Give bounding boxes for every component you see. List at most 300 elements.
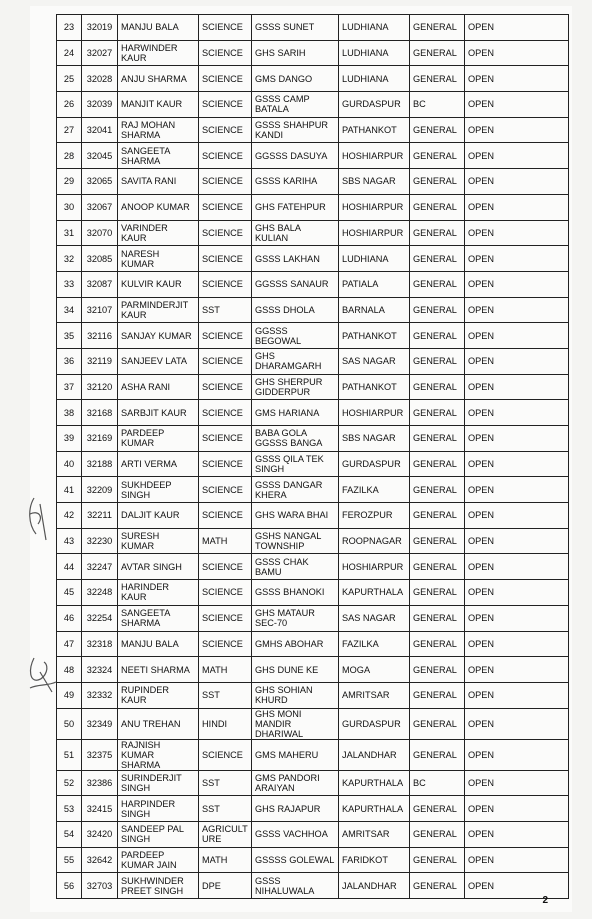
- district-cell: SBS NAGAR: [339, 426, 410, 452]
- category-cell: GENERAL: [410, 15, 465, 41]
- status-cell: OPEN: [465, 554, 569, 580]
- category-cell: GENERAL: [410, 348, 465, 374]
- subject-cell: SCIENCE: [199, 143, 252, 169]
- subject-cell: HINDI: [199, 708, 252, 739]
- category-cell: GENERAL: [410, 271, 465, 297]
- roll-number-cell: 32318: [82, 631, 118, 657]
- handwritten-initial-mark: [24, 494, 54, 544]
- table-row: [57, 246, 569, 272]
- candidate-name-cell: SANJEEV LATA: [118, 348, 199, 374]
- status-cell: OPEN: [465, 92, 569, 118]
- candidate-name-cell: VARINDER KAUR: [118, 220, 199, 246]
- roll-number-cell: 32085: [82, 246, 118, 272]
- status-cell: OPEN: [465, 246, 569, 272]
- candidate-name-cell: SUKHWINDER PREET SINGH: [118, 873, 199, 899]
- school-name-cell: GGSSS SANAUR: [252, 271, 339, 297]
- serial-number-cell: 56: [57, 873, 82, 899]
- district-cell: SAS NAGAR: [339, 348, 410, 374]
- roll-number-cell: 32116: [82, 323, 118, 349]
- district-cell: HOSHIARPUR: [339, 220, 410, 246]
- roll-number-cell: 32248: [82, 580, 118, 606]
- school-name-cell: GSSS CHAK BAMU: [252, 554, 339, 580]
- serial-number-cell: 38: [57, 400, 82, 426]
- subject-cell: SCIENCE: [199, 605, 252, 631]
- table-row: [57, 66, 569, 92]
- candidate-name-cell: SANGEETA SHARMA: [118, 143, 199, 169]
- district-cell: LUDHIANA: [339, 15, 410, 41]
- district-cell: MOGA: [339, 657, 410, 683]
- category-cell: GENERAL: [410, 297, 465, 323]
- school-name-cell: GHS DHARAMGARH: [252, 348, 339, 374]
- subject-cell: SCIENCE: [199, 169, 252, 195]
- status-cell: OPEN: [465, 770, 569, 796]
- status-cell: OPEN: [465, 374, 569, 400]
- district-cell: KAPURTHALA: [339, 770, 410, 796]
- school-name-cell: GSSS CAMP BATALA: [252, 92, 339, 118]
- subject-cell: SCIENCE: [199, 271, 252, 297]
- roll-number-cell: 32065: [82, 169, 118, 195]
- roll-number-cell: 32332: [82, 682, 118, 708]
- subject-cell: SCIENCE: [199, 348, 252, 374]
- status-cell: OPEN: [465, 451, 569, 477]
- subject-cell: SCIENCE: [199, 323, 252, 349]
- serial-number-cell: 54: [57, 821, 82, 847]
- status-cell: OPEN: [465, 796, 569, 822]
- serial-number-cell: 49: [57, 682, 82, 708]
- table-row: [57, 374, 569, 400]
- school-name-cell: GGSSS BEGOWAL: [252, 323, 339, 349]
- serial-number-cell: 50: [57, 708, 82, 739]
- district-cell: HOSHIARPUR: [339, 143, 410, 169]
- category-cell: GENERAL: [410, 374, 465, 400]
- district-cell: GURDASPUR: [339, 451, 410, 477]
- table-row: [57, 605, 569, 631]
- candidate-name-cell: ANOOP KUMAR: [118, 194, 199, 220]
- table-row: [57, 580, 569, 606]
- roll-number-cell: 32209: [82, 477, 118, 503]
- roll-number-cell: 32067: [82, 194, 118, 220]
- category-cell: GENERAL: [410, 66, 465, 92]
- candidate-name-cell: HARINDER KAUR: [118, 580, 199, 606]
- candidate-name-cell: HARWINDER KAUR: [118, 40, 199, 66]
- table-row: [57, 426, 569, 452]
- district-cell: HOSHIARPUR: [339, 554, 410, 580]
- subject-cell: SCIENCE: [199, 246, 252, 272]
- serial-number-cell: 47: [57, 631, 82, 657]
- table-row: [57, 847, 569, 873]
- roll-number-cell: 32045: [82, 143, 118, 169]
- serial-number-cell: 42: [57, 503, 82, 529]
- status-cell: OPEN: [465, 194, 569, 220]
- handwritten-signature-mark: [26, 652, 60, 698]
- school-name-cell: GHS DUNE KE: [252, 657, 339, 683]
- candidate-name-cell: NEETI SHARMA: [118, 657, 199, 683]
- school-name-cell: GMHS ABOHAR: [252, 631, 339, 657]
- district-cell: PATHANKOT: [339, 323, 410, 349]
- category-cell: GENERAL: [410, 605, 465, 631]
- district-cell: GURDASPUR: [339, 708, 410, 739]
- school-name-cell: GHS WARA BHAI: [252, 503, 339, 529]
- school-name-cell: GSSS SUNET: [252, 15, 339, 41]
- district-cell: PATHANKOT: [339, 374, 410, 400]
- category-cell: GENERAL: [410, 400, 465, 426]
- serial-number-cell: 33: [57, 271, 82, 297]
- subject-cell: MATH: [199, 528, 252, 554]
- district-cell: AMRITSAR: [339, 821, 410, 847]
- district-cell: SBS NAGAR: [339, 169, 410, 195]
- candidate-name-cell: RAJ MOHAN SHARMA: [118, 117, 199, 143]
- roll-number-cell: 32211: [82, 503, 118, 529]
- serial-number-cell: 53: [57, 796, 82, 822]
- status-cell: OPEN: [465, 400, 569, 426]
- table-row: [57, 400, 569, 426]
- roll-number-cell: 32375: [82, 739, 118, 770]
- table-row: [57, 271, 569, 297]
- subject-cell: AGRICULT URE: [199, 821, 252, 847]
- table-row: [57, 194, 569, 220]
- category-cell: GENERAL: [410, 40, 465, 66]
- category-cell: GENERAL: [410, 739, 465, 770]
- district-cell: PATHANKOT: [339, 117, 410, 143]
- candidate-name-cell: MANJIT KAUR: [118, 92, 199, 118]
- serial-number-cell: 48: [57, 657, 82, 683]
- school-name-cell: GSSS SHAHPUR KANDI: [252, 117, 339, 143]
- candidate-name-cell: PARDEEP KUMAR JAIN: [118, 847, 199, 873]
- subject-cell: SCIENCE: [199, 374, 252, 400]
- district-cell: FAZILKA: [339, 477, 410, 503]
- table-row: [57, 323, 569, 349]
- school-name-cell: GHS SOHIAN KHURD: [252, 682, 339, 708]
- table-row: [57, 143, 569, 169]
- table-row: [57, 708, 569, 739]
- roll-number-cell: 32324: [82, 657, 118, 683]
- roll-number-cell: 32120: [82, 374, 118, 400]
- category-cell: GENERAL: [410, 657, 465, 683]
- school-name-cell: GGSSS DASUYA: [252, 143, 339, 169]
- category-cell: GENERAL: [410, 194, 465, 220]
- category-cell: GENERAL: [410, 821, 465, 847]
- candidate-name-cell: SANGEETA SHARMA: [118, 605, 199, 631]
- status-cell: OPEN: [465, 477, 569, 503]
- candidate-name-cell: MANJU BALA: [118, 15, 199, 41]
- status-cell: OPEN: [465, 739, 569, 770]
- school-name-cell: GMS MAHERU: [252, 739, 339, 770]
- district-cell: LUDHIANA: [339, 40, 410, 66]
- roll-number-cell: 32386: [82, 770, 118, 796]
- subject-cell: SCIENCE: [199, 117, 252, 143]
- category-cell: GENERAL: [410, 631, 465, 657]
- district-cell: JALANDHAR: [339, 873, 410, 899]
- roll-number-cell: 32028: [82, 66, 118, 92]
- serial-number-cell: 23: [57, 15, 82, 41]
- subject-cell: SCIENCE: [199, 15, 252, 41]
- status-cell: OPEN: [465, 873, 569, 899]
- table-row: [57, 528, 569, 554]
- serial-number-cell: 37: [57, 374, 82, 400]
- serial-number-cell: 39: [57, 426, 82, 452]
- candidate-name-cell: SUKHDEEP SINGH: [118, 477, 199, 503]
- category-cell: GENERAL: [410, 246, 465, 272]
- table-row: [57, 631, 569, 657]
- school-name-cell: GSSS KARIHA: [252, 169, 339, 195]
- roll-number-cell: 32041: [82, 117, 118, 143]
- candidate-name-cell: MANJU BALA: [118, 631, 199, 657]
- category-cell: GENERAL: [410, 796, 465, 822]
- status-cell: OPEN: [465, 323, 569, 349]
- category-cell: GENERAL: [410, 451, 465, 477]
- school-name-cell: GHS SARIH: [252, 40, 339, 66]
- subject-cell: SST: [199, 796, 252, 822]
- school-name-cell: GSSSS GOLEWAL: [252, 847, 339, 873]
- district-cell: HOSHIARPUR: [339, 400, 410, 426]
- school-name-cell: GSSS DANGAR KHERA: [252, 477, 339, 503]
- status-cell: OPEN: [465, 847, 569, 873]
- school-name-cell: GHS FATEHPUR: [252, 194, 339, 220]
- candidate-name-cell: HARPINDER SINGH: [118, 796, 199, 822]
- school-name-cell: GMS PANDORI ARAIYAN: [252, 770, 339, 796]
- category-cell: GENERAL: [410, 580, 465, 606]
- status-cell: OPEN: [465, 169, 569, 195]
- subject-cell: SCIENCE: [199, 40, 252, 66]
- candidate-name-cell: AVTAR SINGH: [118, 554, 199, 580]
- category-cell: GENERAL: [410, 477, 465, 503]
- serial-number-cell: 46: [57, 605, 82, 631]
- serial-number-cell: 52: [57, 770, 82, 796]
- district-cell: JALANDHAR: [339, 739, 410, 770]
- roll-number-cell: 32247: [82, 554, 118, 580]
- roll-number-cell: 32119: [82, 348, 118, 374]
- serial-number-cell: 32: [57, 246, 82, 272]
- school-name-cell: GSSS DHOLA: [252, 297, 339, 323]
- table-row: [57, 169, 569, 195]
- status-cell: OPEN: [465, 297, 569, 323]
- school-name-cell: BABA GOLA GGSSS BANGA: [252, 426, 339, 452]
- roll-number-cell: 32349: [82, 708, 118, 739]
- table-row: [57, 682, 569, 708]
- subject-cell: SCIENCE: [199, 92, 252, 118]
- district-cell: HOSHIARPUR: [339, 194, 410, 220]
- district-cell: KAPURTHALA: [339, 580, 410, 606]
- school-name-cell: GMS DANGO: [252, 66, 339, 92]
- roll-number-cell: 32087: [82, 271, 118, 297]
- candidate-name-cell: DALJIT KAUR: [118, 503, 199, 529]
- serial-number-cell: 31: [57, 220, 82, 246]
- district-cell: FAZILKA: [339, 631, 410, 657]
- category-cell: GENERAL: [410, 169, 465, 195]
- document-page: [30, 6, 572, 912]
- serial-number-cell: 24: [57, 40, 82, 66]
- candidate-table: [56, 14, 569, 899]
- serial-number-cell: 30: [57, 194, 82, 220]
- candidate-name-cell: ASHA RANI: [118, 374, 199, 400]
- roll-number-cell: 32420: [82, 821, 118, 847]
- status-cell: OPEN: [465, 528, 569, 554]
- category-cell: GENERAL: [410, 554, 465, 580]
- district-cell: GURDASPUR: [339, 92, 410, 118]
- category-cell: GENERAL: [410, 426, 465, 452]
- table-row: [57, 92, 569, 118]
- serial-number-cell: 44: [57, 554, 82, 580]
- school-name-cell: GHS MATAUR SEC-70: [252, 605, 339, 631]
- subject-cell: SCIENCE: [199, 426, 252, 452]
- serial-number-cell: 35: [57, 323, 82, 349]
- roll-number-cell: 32642: [82, 847, 118, 873]
- district-cell: ROOPNAGAR: [339, 528, 410, 554]
- candidate-name-cell: PARMINDERJIT KAUR: [118, 297, 199, 323]
- page-number: 2: [542, 895, 548, 906]
- roll-number-cell: 32019: [82, 15, 118, 41]
- district-cell: SAS NAGAR: [339, 605, 410, 631]
- category-cell: GENERAL: [410, 220, 465, 246]
- district-cell: LUDHIANA: [339, 66, 410, 92]
- subject-cell: SCIENCE: [199, 194, 252, 220]
- school-name-cell: GSSS NIHALUWALA: [252, 873, 339, 899]
- category-cell: GENERAL: [410, 708, 465, 739]
- table-row: [57, 348, 569, 374]
- school-name-cell: GSSS QILA TEK SINGH: [252, 451, 339, 477]
- status-cell: OPEN: [465, 15, 569, 41]
- table-row: [57, 477, 569, 503]
- subject-cell: DPE: [199, 873, 252, 899]
- school-name-cell: GHS MONI MANDIR DHARIWAL: [252, 708, 339, 739]
- roll-number-cell: 32027: [82, 40, 118, 66]
- roll-number-cell: 32169: [82, 426, 118, 452]
- candidate-name-cell: NARESH KUMAR: [118, 246, 199, 272]
- status-cell: OPEN: [465, 708, 569, 739]
- district-cell: LUDHIANA: [339, 246, 410, 272]
- subject-cell: SCIENCE: [199, 631, 252, 657]
- table-row: [57, 873, 569, 899]
- district-cell: PATIALA: [339, 271, 410, 297]
- roll-number-cell: 32107: [82, 297, 118, 323]
- candidate-name-cell: PARDEEP KUMAR: [118, 426, 199, 452]
- district-cell: AMRITSAR: [339, 682, 410, 708]
- category-cell: GENERAL: [410, 117, 465, 143]
- candidate-name-cell: RUPINDER KAUR: [118, 682, 199, 708]
- subject-cell: SCIENCE: [199, 400, 252, 426]
- serial-number-cell: 36: [57, 348, 82, 374]
- school-name-cell: GSSS LAKHAN: [252, 246, 339, 272]
- serial-number-cell: 51: [57, 739, 82, 770]
- roll-number-cell: 32703: [82, 873, 118, 899]
- candidate-name-cell: KULVIR KAUR: [118, 271, 199, 297]
- table-row: [57, 796, 569, 822]
- table-row: [57, 15, 569, 41]
- serial-number-cell: 29: [57, 169, 82, 195]
- roll-number-cell: 32254: [82, 605, 118, 631]
- serial-number-cell: 40: [57, 451, 82, 477]
- school-name-cell: GHS RAJAPUR: [252, 796, 339, 822]
- school-name-cell: GHS BALA KULIAN: [252, 220, 339, 246]
- table-row: [57, 117, 569, 143]
- serial-number-cell: 28: [57, 143, 82, 169]
- status-cell: OPEN: [465, 143, 569, 169]
- subject-cell: SCIENCE: [199, 580, 252, 606]
- subject-cell: MATH: [199, 657, 252, 683]
- table-row: [57, 770, 569, 796]
- table-row: [57, 40, 569, 66]
- candidate-name-cell: SURINDERJIT SINGH: [118, 770, 199, 796]
- serial-number-cell: 26: [57, 92, 82, 118]
- candidate-name-cell: SANDEEP PAL SINGH: [118, 821, 199, 847]
- roll-number-cell: 32230: [82, 528, 118, 554]
- subject-cell: SCIENCE: [199, 451, 252, 477]
- status-cell: OPEN: [465, 40, 569, 66]
- subject-cell: SCIENCE: [199, 739, 252, 770]
- status-cell: OPEN: [465, 348, 569, 374]
- candidate-name-cell: SAVITA RANI: [118, 169, 199, 195]
- roll-number-cell: 32188: [82, 451, 118, 477]
- category-cell: GENERAL: [410, 323, 465, 349]
- status-cell: OPEN: [465, 657, 569, 683]
- serial-number-cell: 43: [57, 528, 82, 554]
- candidate-name-cell: ANJU SHARMA: [118, 66, 199, 92]
- table-row: [57, 220, 569, 246]
- serial-number-cell: 41: [57, 477, 82, 503]
- table-row: [57, 297, 569, 323]
- district-cell: BARNALA: [339, 297, 410, 323]
- serial-number-cell: 27: [57, 117, 82, 143]
- candidate-name-cell: SANJAY KUMAR: [118, 323, 199, 349]
- candidate-name-cell: ARTI VERMA: [118, 451, 199, 477]
- school-name-cell: GMS HARIANA: [252, 400, 339, 426]
- status-cell: OPEN: [465, 66, 569, 92]
- candidate-name-cell: RAJNISH KUMAR SHARMA: [118, 739, 199, 770]
- table-row: [57, 739, 569, 770]
- subject-cell: SCIENCE: [199, 503, 252, 529]
- status-cell: OPEN: [465, 605, 569, 631]
- status-cell: OPEN: [465, 580, 569, 606]
- category-cell: GENERAL: [410, 847, 465, 873]
- school-name-cell: GSSS VACHHOA: [252, 821, 339, 847]
- subject-cell: SST: [199, 770, 252, 796]
- category-cell: BC: [410, 770, 465, 796]
- category-cell: GENERAL: [410, 873, 465, 899]
- serial-number-cell: 55: [57, 847, 82, 873]
- table-row: [57, 821, 569, 847]
- table-row: [57, 554, 569, 580]
- subject-cell: MATH: [199, 847, 252, 873]
- district-cell: FARIDKOT: [339, 847, 410, 873]
- status-cell: OPEN: [465, 220, 569, 246]
- serial-number-cell: 34: [57, 297, 82, 323]
- category-cell: GENERAL: [410, 143, 465, 169]
- roll-number-cell: 32039: [82, 92, 118, 118]
- status-cell: OPEN: [465, 503, 569, 529]
- subject-cell: SCIENCE: [199, 554, 252, 580]
- subject-cell: SCIENCE: [199, 477, 252, 503]
- district-cell: FEROZPUR: [339, 503, 410, 529]
- school-name-cell: GSSS BHANOKI: [252, 580, 339, 606]
- status-cell: OPEN: [465, 682, 569, 708]
- roll-number-cell: 32415: [82, 796, 118, 822]
- category-cell: BC: [410, 92, 465, 118]
- subject-cell: SST: [199, 297, 252, 323]
- subject-cell: SCIENCE: [199, 66, 252, 92]
- category-cell: GENERAL: [410, 503, 465, 529]
- candidate-name-cell: SARBJIT KAUR: [118, 400, 199, 426]
- subject-cell: SCIENCE: [199, 220, 252, 246]
- candidate-name-cell: SURESH KUMAR: [118, 528, 199, 554]
- candidate-name-cell: ANU TREHAN: [118, 708, 199, 739]
- table-row: [57, 503, 569, 529]
- status-cell: OPEN: [465, 631, 569, 657]
- district-cell: KAPURTHALA: [339, 796, 410, 822]
- status-cell: OPEN: [465, 821, 569, 847]
- table-row: [57, 451, 569, 477]
- category-cell: GENERAL: [410, 682, 465, 708]
- school-name-cell: GHS SHERPUR GIDDERPUR: [252, 374, 339, 400]
